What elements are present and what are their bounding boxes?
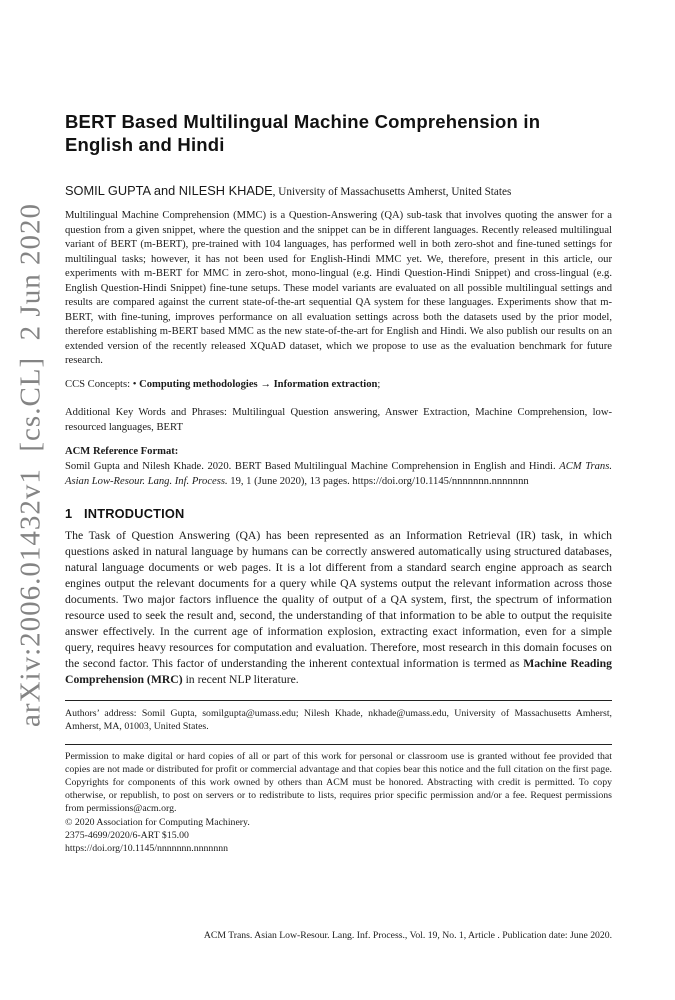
citation-tail: 19, 1 (June 2020), 13 pages. https://doi.org/10.1145/nnnnnnn.nnnnnnn	[227, 475, 529, 487]
arxiv-watermark: arXiv:2006.01432v1 [cs.CL] 2 Jun 2020	[14, 203, 47, 727]
section-number: 1	[65, 506, 73, 522]
ccs-concept-parent: Computing methodologies	[139, 378, 258, 390]
intro-text-after: in recent NLP literature.	[182, 673, 299, 687]
section-title: INTRODUCTION	[84, 506, 185, 522]
citation-journal-italic: ACM Trans. Asian Low-Resour. Lang. Inf. Process.	[65, 460, 612, 487]
introduction-paragraph	[65, 528, 612, 688]
ccs-prefix: CCS Concepts: •	[65, 378, 140, 390]
intro-bold-term: Machine Reading Comprehension (MRC)	[65, 657, 613, 687]
permission-notice: Permission to make digital or hard copies of all or part of this work for personal or classroom use is granted without fee provided that copies are not made or distributed for profit or commercial advantage and that copies bear this notice and the full citation on the first page. Copyrights for components of this work owned by others than ACM must be honored. Abstracting with credit is permitted. To copy otherwise, or republish, to post on servers or to redistribute to lists, requires prior specific permission and/or a fee. Request permissions from permissions@acm.org.	[65, 751, 612, 815]
citation-plain: Somil Gupta and Nilesh Khade. 2020. BERT Based Multilingual Machine Comprehension in English and Hindi.	[65, 460, 560, 472]
running-footer: ACM Trans. Asian Low-Resour. Lang. Inf. Process., Vol. 19, No. 1, Article . Publication date: June 2020.	[203, 930, 612, 941]
ccs-suffix: ;	[377, 378, 381, 390]
author-names: SOMIL GUPTA and NILESH KHADE	[65, 183, 273, 198]
paper-title: BERT Based Multilingual Machine Comprehension in English and Hindi	[65, 111, 541, 155]
main-column	[65, 0, 612, 855]
authors-address: Authors’ address: Somil Gupta, somilgupta@umass.edu; Nilesh Khade, nkhade@umass.edu, University of Massachusetts Amherst, Amherst, MA, 01003, United States.	[65, 708, 612, 733]
copyright-line: © 2020 Association for Computing Machinery.	[65, 816, 250, 828]
section-heading-introduction	[65, 506, 612, 521]
abstract-paragraph: Multilingual Machine Comprehension (MMC) is a Question-Answering (QA) sub-task that involves quoting the answer for a question from a given snippet, where the question and the snippet can be in different languages. Recently released multilingual variant of BERT (m-BERT), pre-trained with 104 languages, has performed well in both zero-shot and fine-tuned settings for multilingual tasks; however, it has not been used for English-Hindi MMC yet. We, therefore, present in this article, our experiments with m-BERT for MMC in zero-shot, mono-lingual (e.g. Hindi Question-Hindi Snippet) and cross-lingual (e.g. English Question-Hindi Snippet) fine-tune setups. These model variants are evaluated on all possible multilingual settings and results are compared against the current state-of-the-art sequential QA system for these languages. Experiments show that m-BERT, with fine-tuning, improves performance on all evaluation settings across both the datasets used by the prior model, therefore establishing m-BERT based MMC as the new state-of-the-art for English and Hindi. We also publish our results on an extended version of the recently released XQuAD dataset, which we propose to use as the evaluation benchmark for future research.	[65, 210, 612, 366]
intro-text-before: The Task of Question Answering (QA) has been represented as an Information Retrieval (IR) task, in which questions asked in natural language by humans can be correctly answered automatically using structured databases, natural language documents or web pages. It is a lot different from a standard search engine approach as search engines output the relevant documents for a query while QA systems output the relevant information across those documents. Two major factors influence the quality of output of a QA system, first, the spectrum of information resource used to seek the result and, second, the understanding of that information to be able to output the requisite answer effectively. In the current age of information explosion, extracting exact information, even for a simple query, requires heavy resources for computation and evaluation. Therefore, most research in this domain focuses on the second factor. This factor of understanding the inherent contextual information is termed as	[65, 529, 612, 671]
issn-line: 2375-4699/2020/6-ART $15.00	[65, 829, 189, 841]
ccs-arrow: →	[257, 378, 274, 390]
acm-reference-citation	[65, 460, 612, 490]
keywords-paragraph: Additional Key Words and Phrases: Multilingual Question answering, Answer Extraction, Machine Comprehension, low-resourced languages, BERT	[65, 407, 612, 433]
author-line	[65, 184, 612, 199]
doi-line: https://doi.org/10.1145/nnnnnnn.nnnnnnn	[65, 842, 229, 854]
footnote-divider-permission	[65, 744, 612, 745]
ccs-concept-child: Information extraction	[273, 378, 378, 390]
ccs-concepts-line	[65, 378, 612, 393]
author-affiliation: , University of Massachusetts Amherst, United States	[272, 186, 512, 198]
acm-reference-heading: ACM Reference Format:	[65, 446, 179, 457]
footnote-divider-top	[65, 700, 612, 701]
acm-reference-block	[65, 445, 612, 489]
